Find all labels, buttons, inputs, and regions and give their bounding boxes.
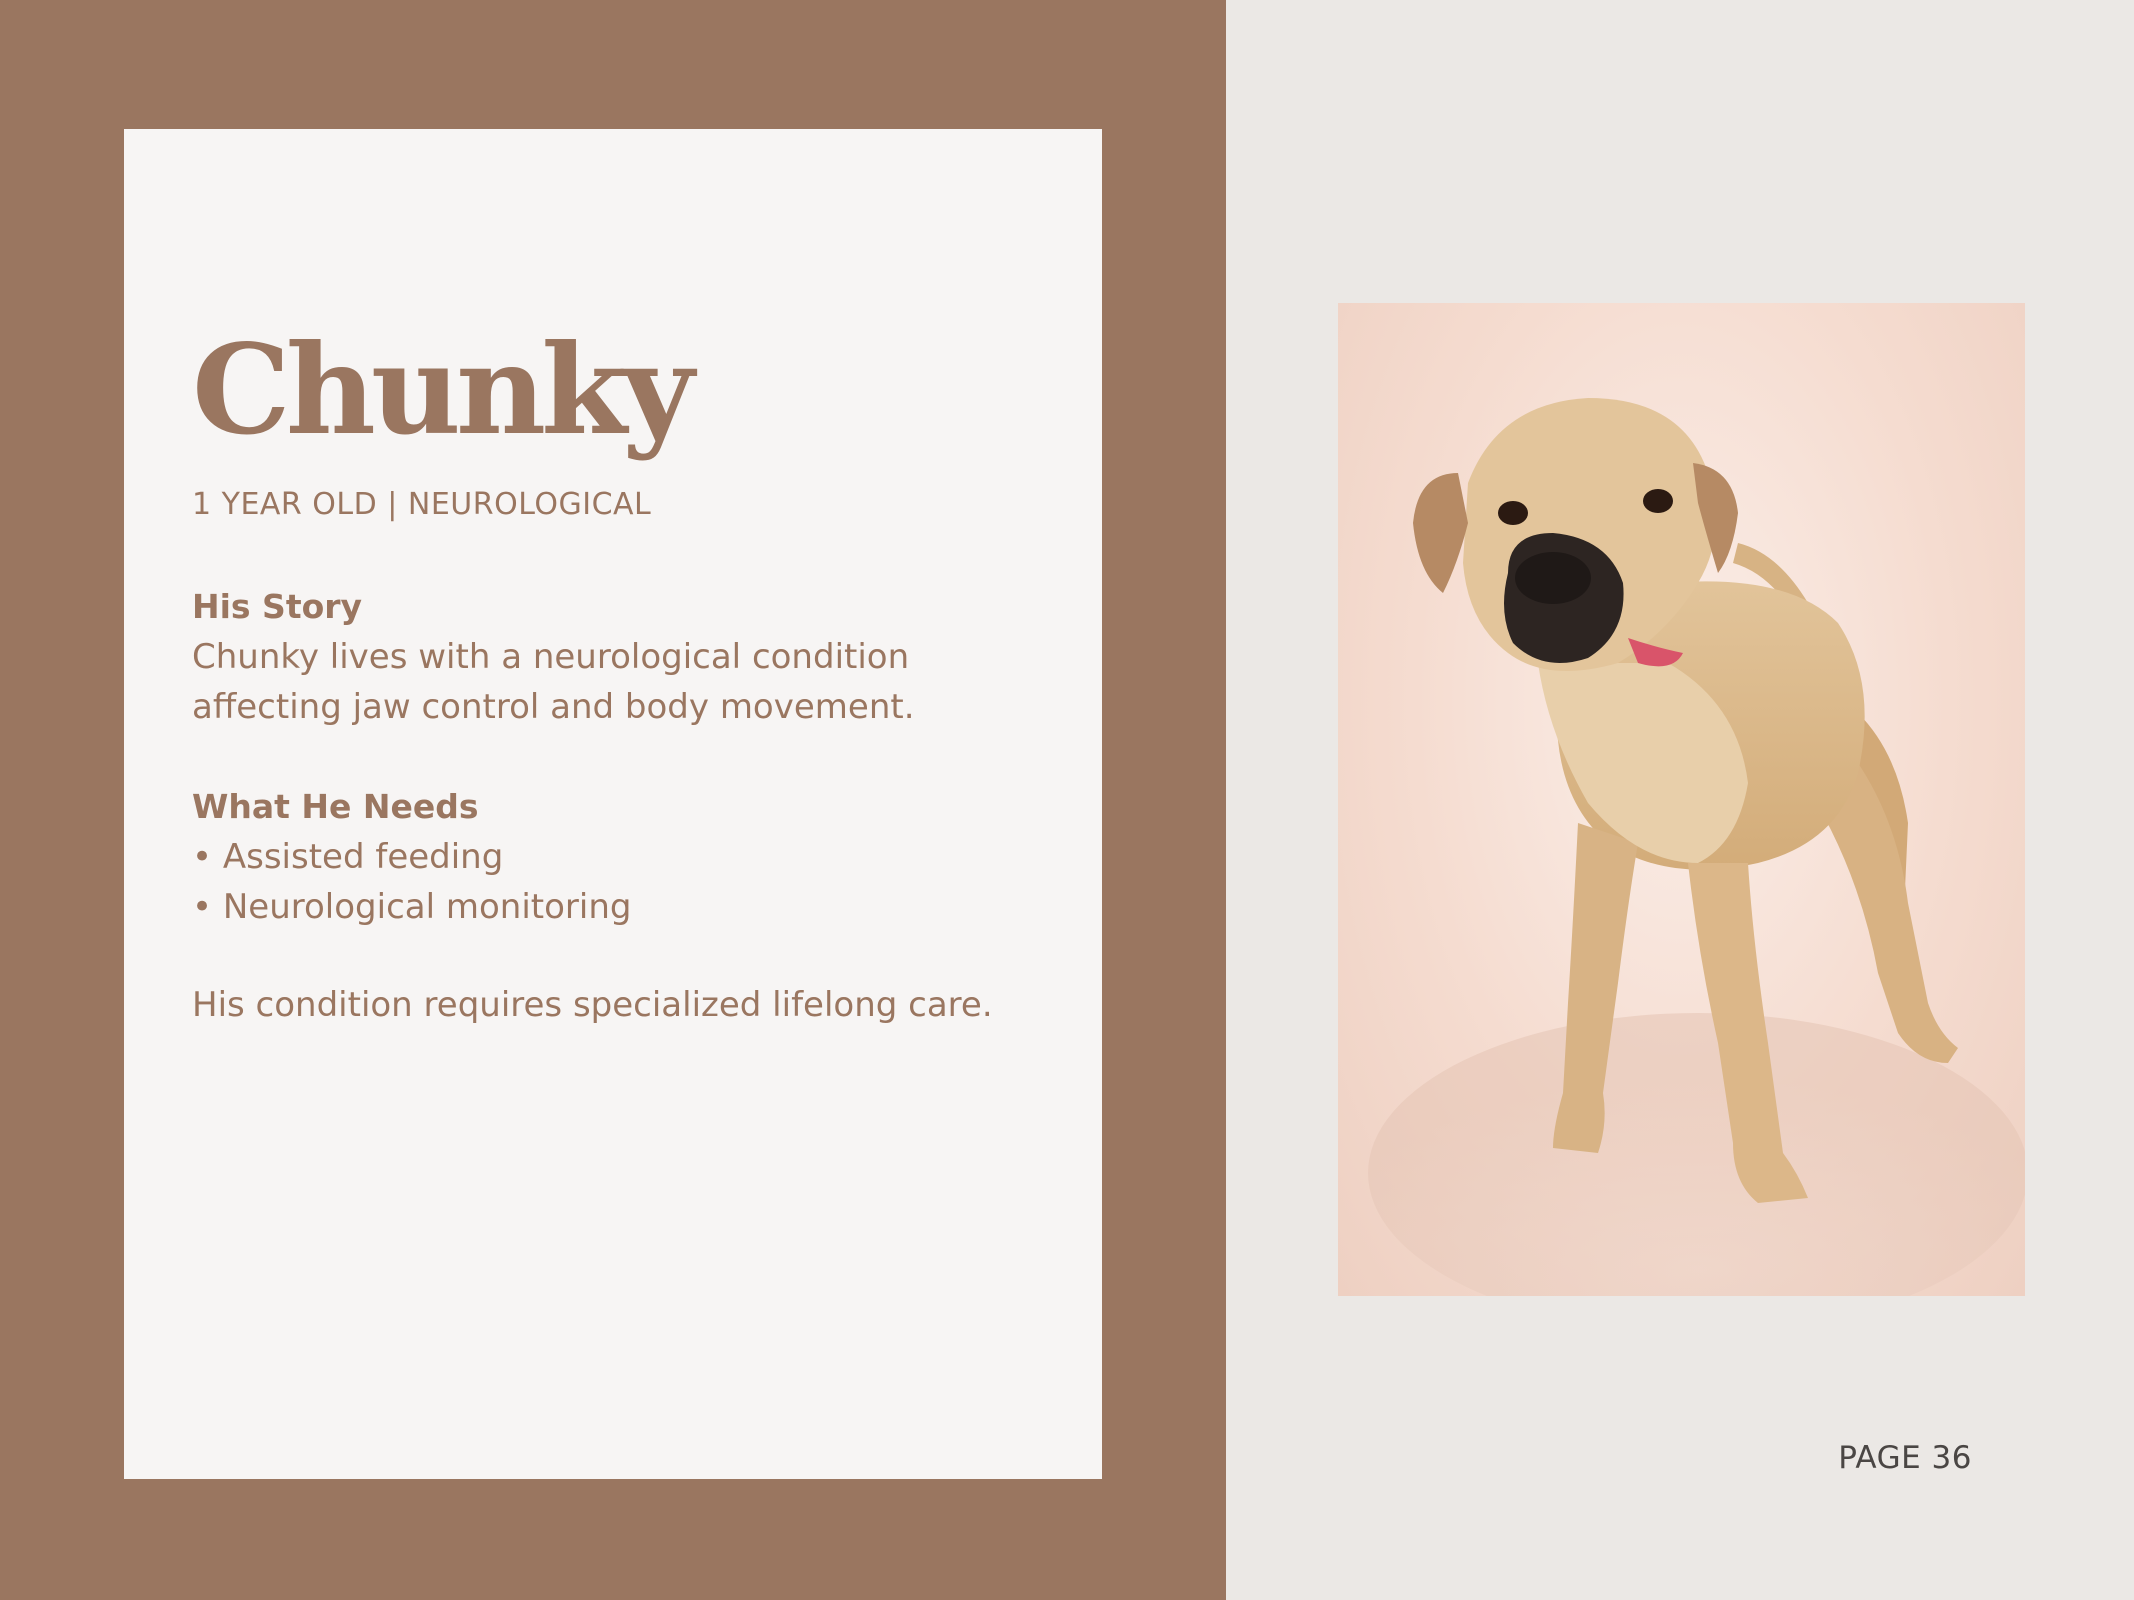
needs-item-monitoring: • Neurological monitoring	[192, 887, 632, 927]
needs-heading: What He Needs	[192, 787, 479, 826]
profile-content	[192, 318, 1072, 1030]
profile-card	[124, 129, 1102, 1479]
pet-subtitle: 1 YEAR OLD | NEUROLOGICAL	[192, 487, 652, 522]
story-text-line-1: Chunky lives with a neurological condition	[192, 637, 910, 677]
closing-statement: His condition requires specialized lifelong care.	[192, 985, 993, 1025]
dog-illustration-icon	[1338, 303, 2025, 1296]
story-text-line-2: affecting jaw control and body movement.	[192, 687, 915, 727]
pet-name: Chunky	[192, 318, 690, 463]
page-number: PAGE 36	[1838, 1440, 1972, 1476]
dog-photo	[1338, 303, 2025, 1296]
story-section	[192, 582, 1072, 732]
needs-section	[192, 782, 1072, 932]
story-heading: His Story	[192, 587, 363, 626]
needs-list	[192, 832, 1072, 932]
needs-item-feeding: • Assisted feeding	[192, 837, 504, 877]
